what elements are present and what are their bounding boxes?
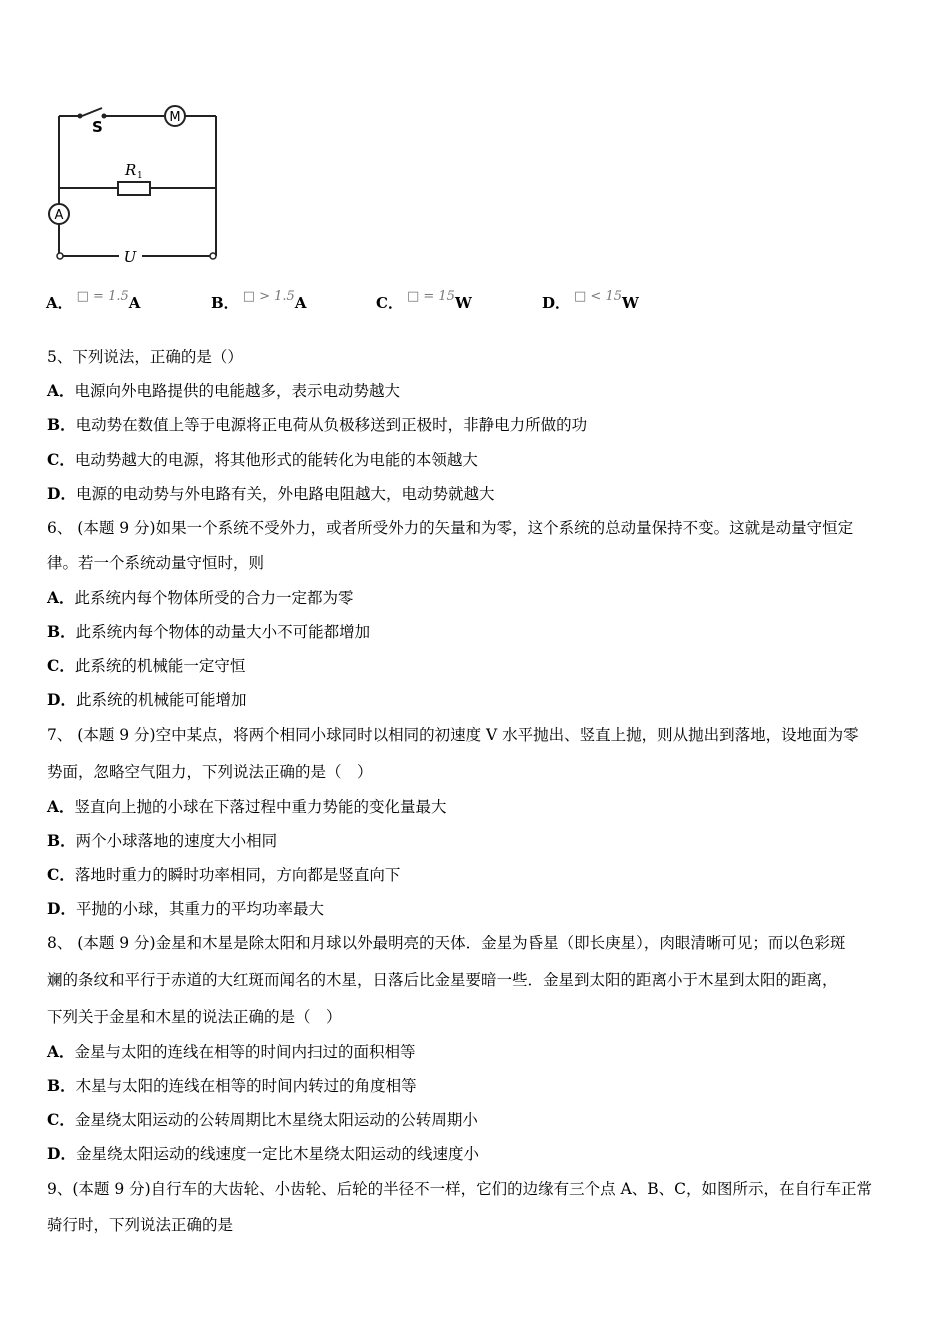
q5-option-a: A．电源向外电路提供的电能越多，表示电动势越大 xyxy=(47,381,401,400)
circuit-diagram xyxy=(44,98,224,270)
q7-option-c: C．落地时重力的瞬时功率相同，方向都是竖直向下 xyxy=(47,865,401,884)
q5-option-c: C．电动势越大的电源，将其他形式的能转化为电能的本领越大 xyxy=(47,450,478,469)
q4-option-b: B． □ > 1.5A xyxy=(211,289,307,312)
q4-options xyxy=(46,289,706,322)
switch-label: S xyxy=(92,118,103,136)
switch-contact-left xyxy=(78,114,83,119)
q9-stem-line2: 骑行时，下列说法正确的是 xyxy=(47,1216,234,1234)
q6-stem-line1: 6、 (本题 9 分)如果一个系统不受外力，或者所受外力的矢量和为零，这个系统的总动量保持不变。这就是动量守恒定 xyxy=(47,519,854,537)
q9-stem-line1: 9、(本题 9 分)自行车的大齿轮、小齿轮、后轮的半径不一样，它们的边缘有三个点 A、B、C，如图所示，在自行车正常 xyxy=(47,1180,873,1198)
q5-stem: 5、下列说法，正确的是（） xyxy=(47,348,243,366)
q7-option-a: A．竖直向上抛的小球在下落过程中重力势能的变化量最大 xyxy=(47,797,447,816)
q8-option-a: A．金星与太阳的连线在相等的时间内扫过的面积相等 xyxy=(47,1042,416,1061)
terminal-right xyxy=(210,253,216,259)
q6-stem-line2: 律。若一个系统动量守恒时，则 xyxy=(47,554,265,572)
q8-option-c: C．金星绕太阳运动的公转周期比木星绕太阳运动的公转周期小 xyxy=(47,1110,478,1129)
q8-stem-line3: 下列关于金星和木星的说法正确的是（ ） xyxy=(47,1008,342,1026)
q7-stem-line1: 7、 (本题 9 分)空中某点，将两个相同小球同时以相同的初速度 V 水平抛出、竖直上抛，则从抛出到落地，设地面为零 xyxy=(47,726,859,744)
resistor-symbol xyxy=(118,182,150,195)
voltage-label: U xyxy=(123,248,137,266)
q6-option-d: D．此系统的机械能可能增加 xyxy=(47,690,247,709)
terminal-left xyxy=(57,253,63,259)
q7-stem-line2: 势面，忽略空气阻力，下列说法正确的是（ ） xyxy=(47,763,373,781)
q5-option-b: B．电动势在数值上等于电源将正电荷从负极移送到正极时，非静电力所做的功 xyxy=(47,415,588,434)
q4-option-d: D． □ < 15W xyxy=(542,289,639,312)
q4-option-c: C． □ = 15W xyxy=(376,289,472,312)
q8-stem-line1: 8、 (本题 9 分)金星和木星是除太阳和月球以外最明亮的天体．金星为昏星（即长庚星），肉眼清晰可见；而以色彩斑 xyxy=(47,934,846,952)
q7-option-d: D．平抛的小球，其重力的平均功率最大 xyxy=(47,899,324,918)
q6-option-c: C．此系统的机械能一定守恒 xyxy=(47,656,246,675)
ammeter-label: A xyxy=(54,208,64,223)
q8-stem-line2: 斓的条纹和平行于赤道的大红斑而闻名的木星，日落后比金星要暗一些．金星到太阳的距离小于木星到太阳的距离， xyxy=(47,971,838,989)
q7-option-b: B．两个小球落地的速度大小相同 xyxy=(47,831,278,850)
q4-option-a: A． □ = 1.5A xyxy=(46,289,141,312)
switch-blade xyxy=(82,108,102,116)
q5-option-d: D．电源的电动势与外电路有关，外电路电阻越大，电动势就越大 xyxy=(47,484,495,503)
q8-option-d: D．金星绕太阳运动的线速度一定比木星绕太阳运动的线速度小 xyxy=(47,1144,479,1163)
resistor-label: R xyxy=(125,161,137,179)
q6-option-b: B．此系统内每个物体的动量大小不可能都增加 xyxy=(47,622,371,641)
resistor-subscript: 1 xyxy=(137,171,143,181)
q8-option-b: B．木星与太阳的连线在相等的时间内转过的角度相等 xyxy=(47,1076,417,1095)
q6-option-a: A．此系统内每个物体所受的合力一定都为零 xyxy=(47,588,354,607)
motor-label: M xyxy=(169,110,181,125)
